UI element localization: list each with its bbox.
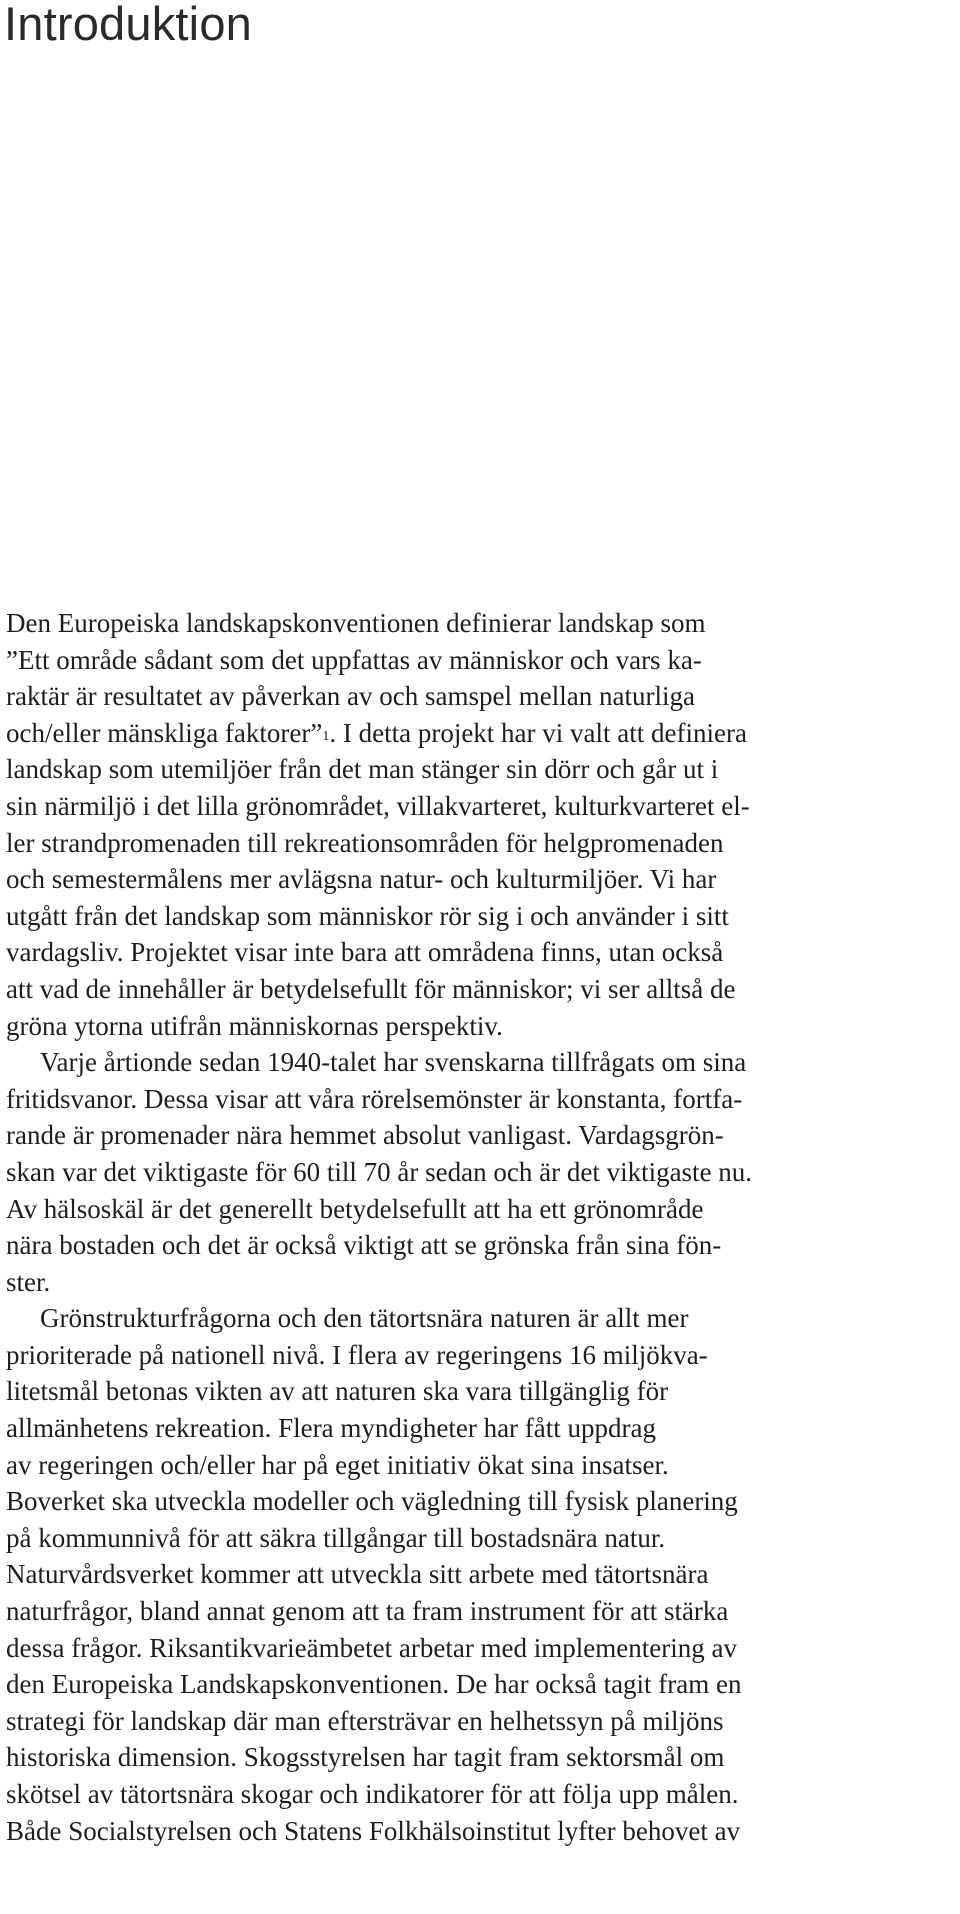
text-line: [6, 1300, 956, 1337]
text-line-content: och semestermålens mer avlägsna natur- och kulturmiljöer. Vi har: [6, 864, 717, 895]
text-line: [6, 788, 956, 825]
text-line-content: Naturvårdsverket kommer att utveckla sitt arbete med tätortsnära: [6, 1559, 709, 1590]
body-text: [6, 605, 956, 1849]
text-line: [6, 1447, 956, 1484]
text-line-content: gröna ytorna utifrån människornas perspektiv.: [6, 1010, 503, 1041]
text-line-content: ler strandpromenaden till rekreationsområden för helgpromenaden: [6, 827, 724, 858]
text-line-content: och/eller mänskliga faktorer”: [6, 717, 323, 748]
text-line: [6, 934, 956, 971]
text-line: [6, 1593, 956, 1630]
text-line: [6, 751, 956, 788]
text-line-content: allmänhetens rekreation. Flera myndigheter har fått uppdrag: [6, 1413, 657, 1444]
text-line-content: skan var det viktigaste för 60 till 70 år sedan och är det viktigaste nu.: [6, 1156, 753, 1187]
text-line-continuation: . I detta projekt har vi valt att definiera: [329, 717, 747, 748]
text-line: [6, 1081, 956, 1118]
text-line-content: rande är promenader nära hemmet absolut vanligast. Vardagsgrön-: [6, 1120, 724, 1151]
text-line-content: Boverket ska utveckla modeller och vägledning till fysisk planering: [6, 1486, 738, 1517]
text-line-content: vardagsliv. Projektet visar inte bara att områdena finns, utan också: [6, 937, 724, 968]
text-line-content: dessa frågor. Riksantikvarieämbetet arbetar med implementering av: [6, 1632, 737, 1663]
text-line-content: Både Socialstyrelsen och Statens Folkhälsoinstitut lyfter behovet av: [6, 1815, 741, 1846]
text-line: [6, 861, 956, 898]
text-line-content: Varje årtionde sedan 1940-talet har svenskarna tillfrågats om sina: [40, 1047, 747, 1078]
text-line-content: sin närmiljö i det lilla grönområdet, villakvarteret, kulturkvarteret el-: [6, 790, 750, 821]
text-line-content: naturfrågor, bland annat genom att ta fram instrument för att stärka: [6, 1596, 729, 1627]
text-line: [6, 971, 956, 1008]
text-line-content: utgått från det landskap som människor rör sig i och använder i sitt: [6, 900, 729, 931]
text-line: [6, 825, 956, 862]
text-line: [6, 1373, 956, 1410]
text-line: [6, 1191, 956, 1228]
text-line: [6, 1483, 956, 1520]
text-line-content: den Europeiska Landskapskonventionen. De har också tagit fram en: [6, 1669, 742, 1700]
text-line: [6, 1813, 956, 1850]
text-line-content: Grönstrukturfrågorna och den tätortsnära naturen är allt mer: [40, 1303, 689, 1334]
text-line-content: strategi för landskap där man eftersträvar en helhetssyn på miljöns: [6, 1705, 724, 1736]
text-line-content: landskap som utemiljöer från det man stänger sin dörr och går ut i: [6, 754, 719, 785]
text-line: [6, 1666, 956, 1703]
text-line-content: nära bostaden och det är också viktigt att se grönska från sina fön-: [6, 1230, 722, 1261]
text-line-content: av regeringen och/eller har på eget initiativ ökat sina insatser.: [6, 1449, 669, 1480]
text-line-content: Av hälsoskäl är det generellt betydelsefullt att ha ett grönområde: [6, 1193, 704, 1224]
text-line: [6, 1264, 956, 1301]
text-line: [6, 715, 956, 752]
text-line-content: ”Ett område sådant som det uppfattas av människor och vars ka-: [6, 644, 702, 675]
page-title: Introduktion: [4, 0, 253, 50]
text-line: [6, 1703, 956, 1740]
text-line-content: på kommunnivå för att säkra tillgångar till bostadsnära natur.: [6, 1522, 666, 1553]
text-line: [6, 1008, 956, 1045]
text-line: [6, 1044, 956, 1081]
text-line-content: fritidsvanor. Dessa visar att våra rörelsemönster är konstanta, fortfa-: [6, 1083, 743, 1114]
text-line: [6, 1117, 956, 1154]
text-line-content: litetsmål betonas vikten av att naturen ska vara tillgänglig för: [6, 1376, 669, 1407]
text-line: [6, 898, 956, 935]
text-line: [6, 605, 956, 642]
text-line-content: raktär är resultatet av påverkan av och samspel mellan naturliga: [6, 681, 695, 712]
text-line: [6, 1739, 956, 1776]
text-line: [6, 1227, 956, 1264]
text-line: [6, 1630, 956, 1667]
text-line-content: ster.: [6, 1266, 51, 1297]
text-line: [6, 1154, 956, 1191]
text-line-content: skötsel av tätortsnära skogar och indikatorer för att följa upp målen.: [6, 1779, 739, 1809]
text-line: [6, 1337, 956, 1374]
text-line: [6, 678, 956, 715]
text-line: [6, 642, 956, 679]
text-line-content: Den Europeiska landskapskonventionen definierar landskap som: [6, 608, 706, 638]
text-line: [6, 1556, 956, 1593]
text-line-content: att vad de innehåller är betydelsefullt för människor; vi ser alltså de: [6, 973, 736, 1004]
text-line: [6, 1520, 956, 1557]
footnote-marker: 1: [322, 728, 330, 744]
text-line-content: historiska dimension. Skogsstyrelsen har tagit fram sektorsmål om: [6, 1742, 725, 1773]
text-line: [6, 1410, 956, 1447]
text-line-content: prioriterade på nationell nivå. I flera av regeringens 16 miljökva-: [6, 1339, 708, 1370]
text-line: [6, 1776, 956, 1813]
